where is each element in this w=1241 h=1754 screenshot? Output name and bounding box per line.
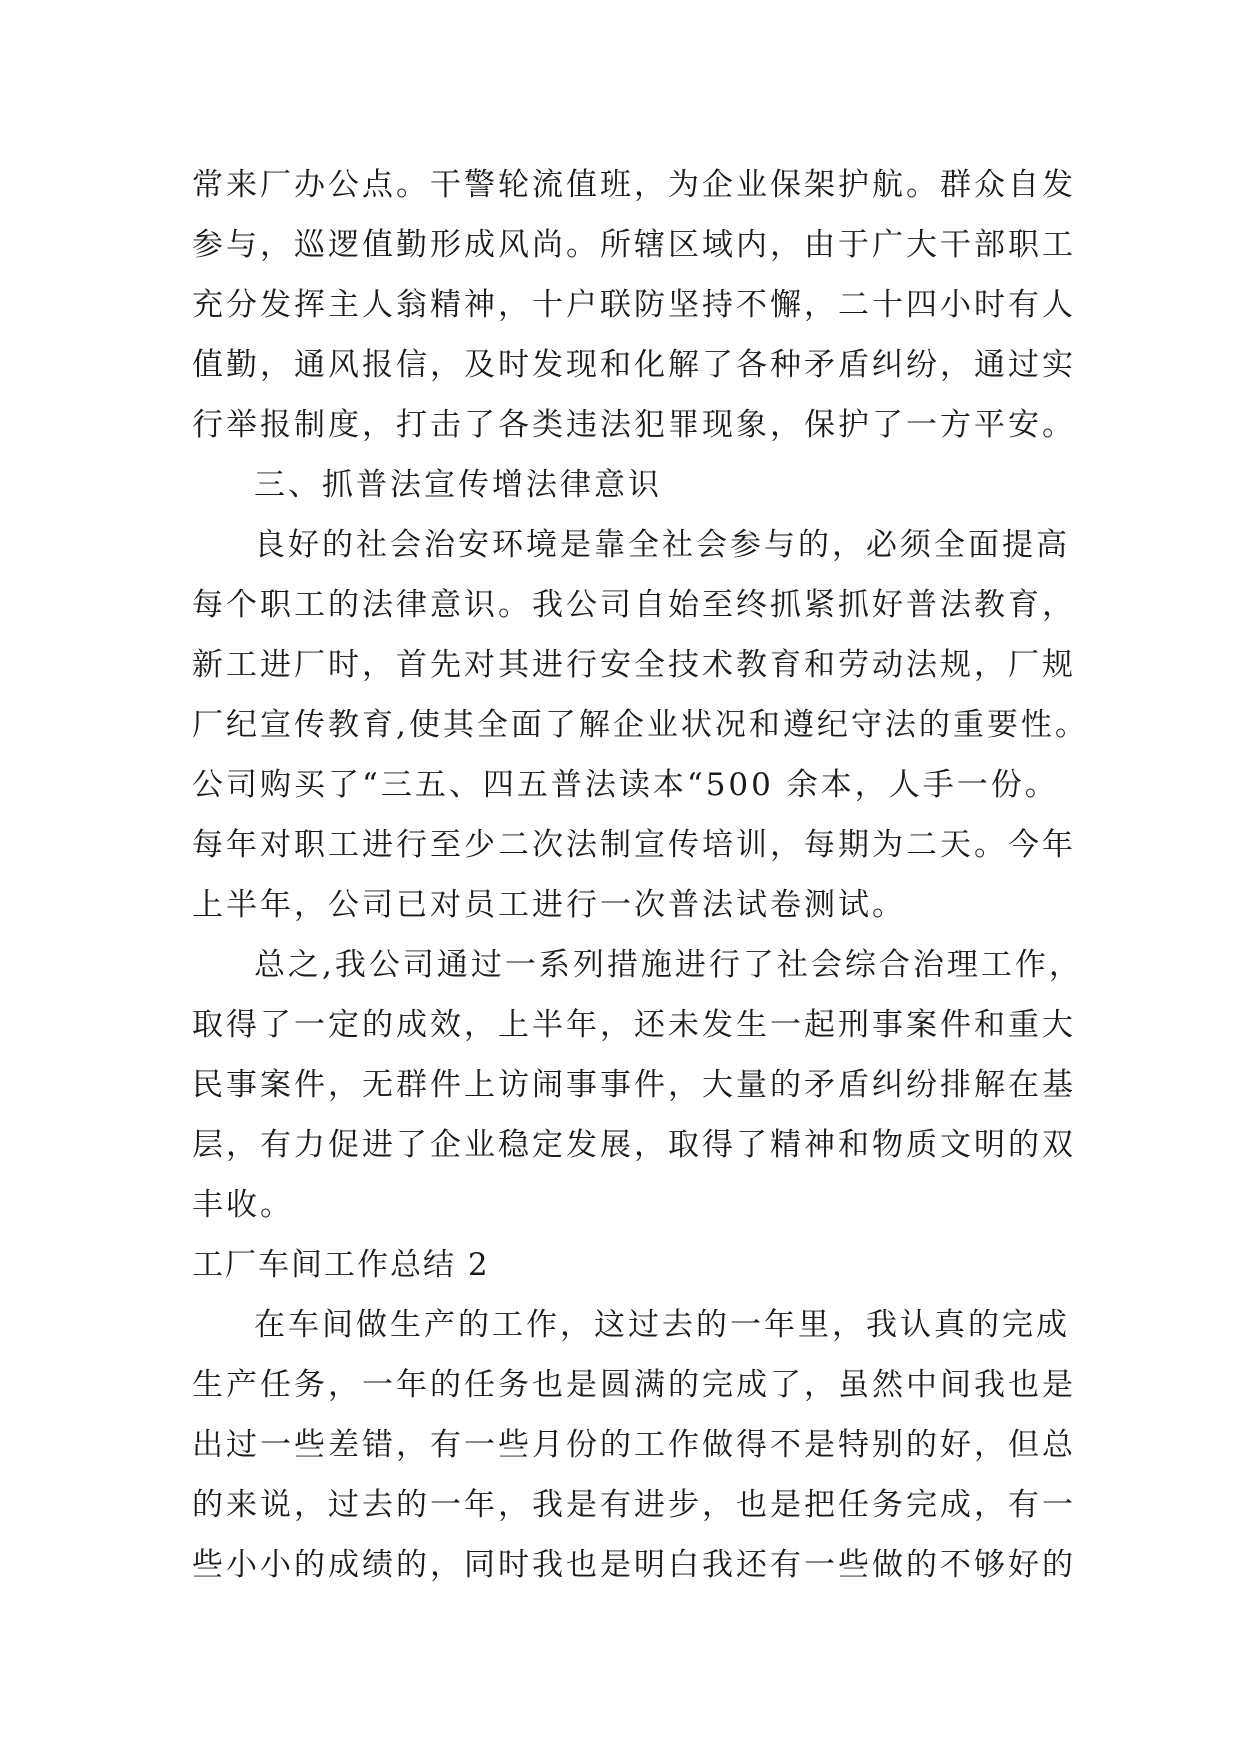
text-line: 层，有力促进了企业稳定发展，取得了精神和物质文明的双 xyxy=(192,1127,1076,1163)
text-line: 充分发挥主人翁精神，十户联防坚持不懈，二十四小时有人 xyxy=(192,287,1076,323)
paragraph-first-line: 在车间做生产的工作，这过去的一年里，我认真的完成 xyxy=(254,1307,1070,1343)
text-line: 上半年，公司已对员工进行一次普法试卷测试。 xyxy=(192,887,906,923)
document-title: 工厂车间工作总结 2 xyxy=(192,1247,490,1283)
text-line: 民事案件，无群件上访闹事事件，大量的矛盾纠纷排解在基 xyxy=(192,1067,1076,1103)
text-line: 新工进厂时，首先对其进行安全技术教育和劳动法规，厂规 xyxy=(192,647,1076,683)
text-line: 公司购买了“三五、四五普法读本“500 余本，人手一份。 xyxy=(192,767,1059,803)
text-line: 每个职工的法律意识。我公司自始至终抓紧抓好普法教育， xyxy=(192,587,1076,623)
text-line: 取得了一定的成效，上半年，还未发生一起刑事案件和重大 xyxy=(192,1007,1076,1043)
text-line: 厂纪宣传教育,使其全面了解企业状况和遵纪守法的重要性。 xyxy=(192,707,1089,743)
text-line: 丰收。 xyxy=(192,1187,294,1223)
text-line: 常来厂办公点。干警轮流值班，为企业保架护航。群众自发 xyxy=(192,167,1076,203)
text-line: 出过一些差错，有一些月份的工作做得不是特别的好，但总 xyxy=(192,1427,1076,1463)
text-line: 每年对职工进行至少二次法制宣传培训，每期为二天。今年 xyxy=(192,827,1076,863)
text-line: 参与，巡逻值勤形成风尚。所辖区域内，由于广大干部职工 xyxy=(192,227,1076,263)
text-line: 生产任务，一年的任务也是圆满的完成了，虽然中间我也是 xyxy=(192,1367,1076,1403)
paragraph-first-line: 良好的社会治安环境是靠全社会参与的，必须全面提高 xyxy=(254,527,1070,563)
section-heading: 三、抓普法宣传增法律意识 xyxy=(254,467,662,503)
paragraph-first-line: 总之,我公司通过一系列措施进行了社会综合治理工作， xyxy=(254,947,1083,983)
text-line: 些小小的成绩的，同时我也是明白我还有一些做的不够好的 xyxy=(192,1547,1076,1583)
text-line: 行举报制度，打击了各类违法犯罪现象，保护了一方平安。 xyxy=(192,407,1076,443)
text-line: 值勤，通风报信，及时发现和化解了各种矛盾纠纷，通过实 xyxy=(192,347,1076,383)
text-line: 的来说，过去的一年，我是有进步，也是把任务完成，有一 xyxy=(192,1487,1076,1523)
